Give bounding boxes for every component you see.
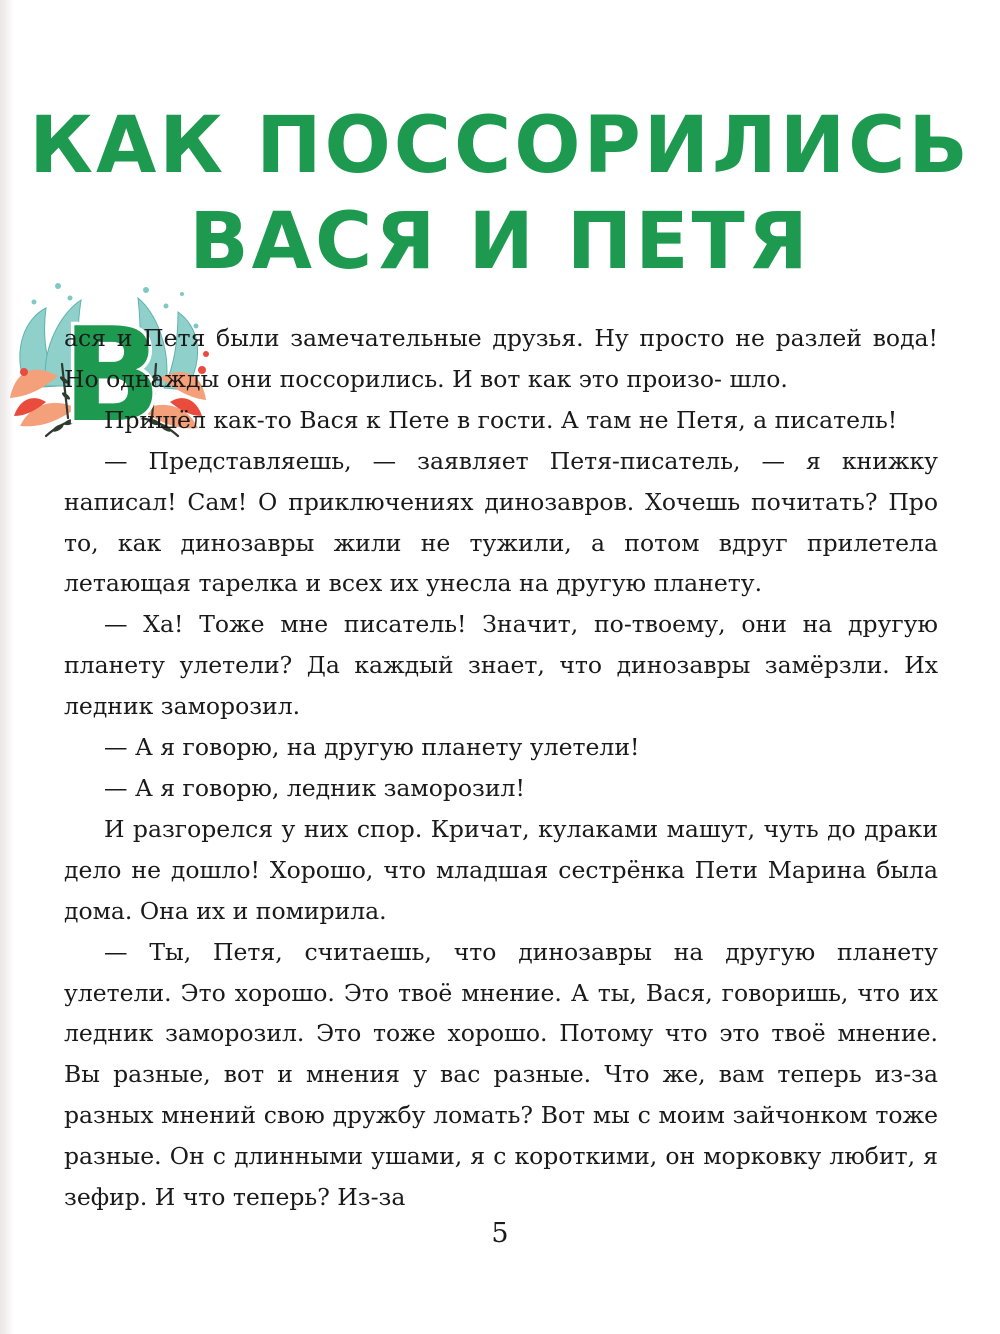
paragraph-5: — А я говорю, на другую планету улетели! [104, 733, 640, 762]
paragraph-1-line-2: вода! Но однажды они поссорились. И вот как это произо- [64, 324, 938, 393]
paragraph-4: — Ха! Тоже мне писатель! Значит, по-твоему, они на другую планету улетели? Да каждый знает, что динозавры замёрзли. Их ледник заморозил. [64, 610, 938, 721]
paragraph-1-line-3: шло. [729, 364, 788, 393]
story-text [64, 318, 938, 1218]
chapter-title-line-1: КАК ПОССОРИЛИСЬ [29, 101, 971, 191]
chapter-title-line-2: ВАСЯ И ПЕТЯ [189, 197, 811, 287]
paragraph-8: — Ты, Петя, считаешь, что динозавры на другую планету улетели. Это хорошо. Это твоё мнение. А ты, Вася, говоришь, что их ледник заморозил. Это тоже хорошо. Потому что это твоё мнение. Вы разные, вот и мнения у вас разные. Что же, вам теперь из-за разных мнений свою дружбу ломать? Вот мы с моим зайчонком тоже разные. Он с длинными ушами, я с короткими, он морковку любит, я зефир. И что теперь? Из-за [64, 937, 938, 1212]
paragraph-6: — А я говорю, ледник заморозил! [104, 773, 525, 802]
chapter-title [0, 98, 1000, 290]
paragraph-1-line-1: ася и Петя были замечательные друзья. Ну просто не разлей [64, 324, 862, 352]
page-number: 5 [491, 1218, 509, 1249]
drop-cap-letter: В [62, 299, 162, 448]
paragraph-2: Пришёл как-то Вася к Пете в гости. А там не Петя, а писатель! [104, 405, 898, 434]
paragraph-1 [64, 318, 938, 400]
paragraph-7: И разгорелся у них спор. Кричат, кулаками машут, чуть до драки дело не дошло! Хорошо, что младшая сестрёнка Пети Марина была дома. Она их и помирила. [64, 814, 938, 925]
paragraph-3: — Представляешь, — заявляет Петя-писатель, — я книжку написал! Сам! О приключениях динозавров. Хочешь почитать? Про то, как динозавры жили не тужили, а потом вдруг прилетела летающая тарелка и всех их унесла на другую планету. [64, 446, 938, 598]
